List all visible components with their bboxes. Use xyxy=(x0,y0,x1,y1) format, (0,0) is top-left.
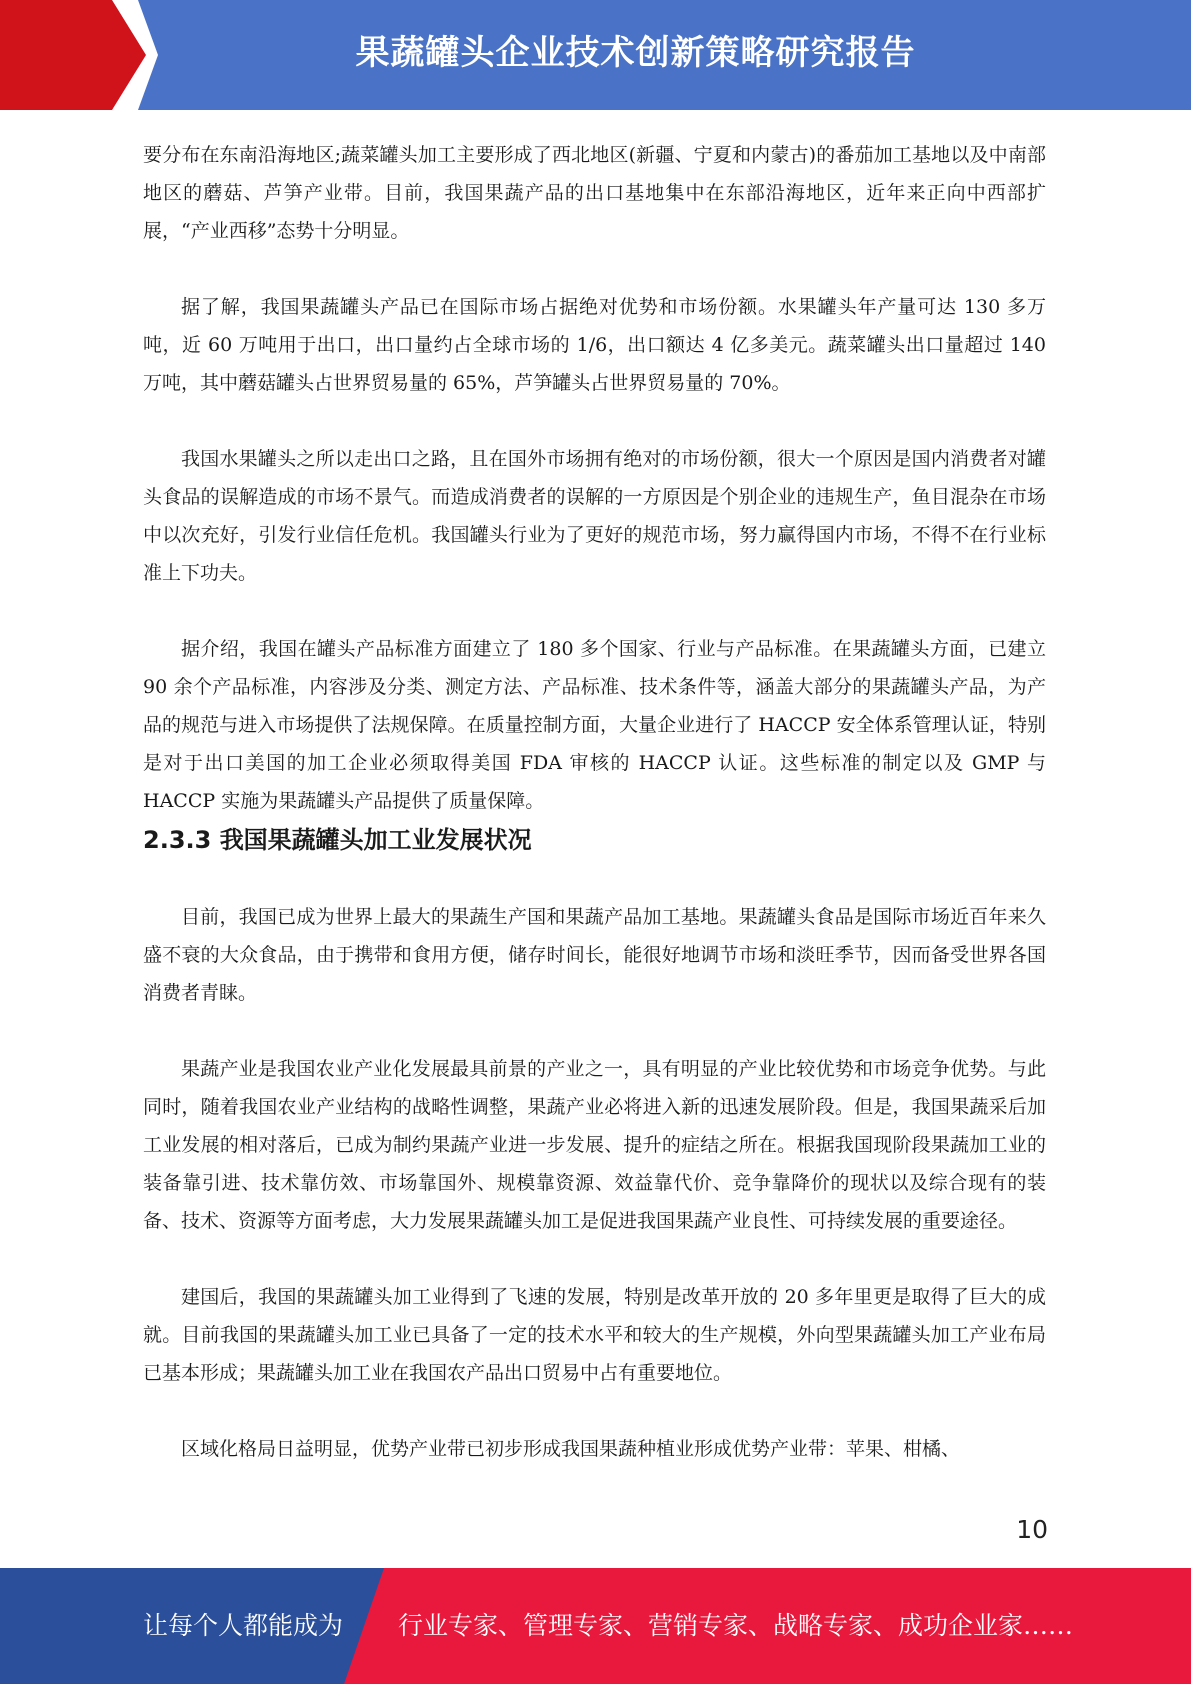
paragraph: 据介绍，我国在罐头产品标准方面建立了 180 多个国家、行业与产品标准。在果蔬罐头方面，已建立 90 余个产品标准，内容涉及分类、测定方法、产品标准、技术条件等，涵盖大部分的果蔬罐头产品，为产品的规范与进入市场提供了法规保障。在质量控制方面，大量企业进行了 HACCP 安全体系管理认证，特别是对于出口美国的加工企业必须取得美国 FDA 审核的 HACCP 认证。这些标准的制定以及 GMP 与 HACCP 实施为果蔬罐头产品提供了质量保障。 xyxy=(143,638,1046,812)
paragraph: 果蔬产业是我国农业产业化发展最具前景的产业之一，具有明显的产业比较优势和市场竞争优势。与此同时，随着我国农业产业结构的战略性调整，果蔬产业必将进入新的迅速发展阶段。但是，我国果蔬采后加工业发展的相对落后，已成为制约果蔬产业进一步发展、提升的症结之所在。根据我国现阶段果蔬加工业的装备靠引进、技术靠仿效、市场靠国外、规模靠资源、效益靠代价、竞争靠降价的现状以及综合现有的装备、技术、资源等方面考虑，大力发展果蔬罐头加工是促进我国果蔬产业良性、可持续发展的重要途径。 xyxy=(143,1058,1046,1232)
header-arrow-icon xyxy=(0,0,160,110)
paragraph: 建国后，我国的果蔬罐头加工业得到了飞速的发展，特别是改革开放的 20 多年里更是取得了巨大的成就。目前我国的果蔬罐头加工业已具备了一定的技术水平和较大的生产规模，外向型果蔬罐头加工产业布局已基本形成；果蔬罐头加工业在我国农产品出口贸易中占有重要地位。 xyxy=(143,1286,1046,1384)
paragraph: 要分布在东南沿海地区;蔬菜罐头加工主要形成了西北地区(新疆、宁夏和内蒙古)的番茄加工基地以及中南部地区的蘑菇、芦笋产业带。目前，我国果蔬产品的出口基地集中在东部沿海地区，近年来正向中西部扩展，“产业西移”态势十分明显。 xyxy=(143,144,1046,242)
page-footer xyxy=(0,1568,1191,1684)
footer-slogan-left: 让每个人都能成为 xyxy=(143,1611,344,1640)
document-body xyxy=(143,136,1046,1468)
paragraph: 我国水果罐头之所以走出口之路，且在国外市场拥有绝对的市场份额，很大一个原因是国内消费者对罐头食品的误解造成的市场不景气。而造成消费者的误解的一方原因是个别企业的违规生产，鱼目混杂在市场中以次充好，引发行业信任危机。我国罐头行业为了更好的规范市场，努力赢得国内市场，不得不在行业标准上下功夫。 xyxy=(143,448,1046,584)
paragraph: 区域化格局日益明显，优势产业带已初步形成我国果蔬种植业形成优势产业带：苹果、柑橘、 xyxy=(181,1438,961,1460)
footer-slogan-right: 行业专家、管理专家、营销专家、战略专家、成功企业家…… xyxy=(398,1611,1074,1640)
paragraph: 据了解，我国果蔬罐头产品已在国际市场占据绝对优势和市场份额。水果罐头年产量可达 130 多万吨，近 60 万吨用于出口，出口量约占全球市场的 1/6，出口额达 4 亿多美元。蔬菜罐头出口量超过 140 万吨，其中蘑菇罐头占世界贸易量的 65%，芦笋罐头占世界贸易量的 70%。 xyxy=(143,296,1046,394)
paragraph: 目前，我国已成为世界上最大的果蔬生产国和果蔬产品加工基地。果蔬罐头食品是国际市场近百年来久盛不衰的大众食品，由于携带和食用方便，储存时间长，能很好地调节市场和淡旺季节，因而备受世界各国消费者青睐。 xyxy=(143,906,1046,1004)
report-title: 果蔬罐头企业技术创新策略研究报告 xyxy=(355,33,916,73)
page-header xyxy=(0,0,1191,110)
section-heading: 2.3.3 我国果蔬罐头加工业发展状况 xyxy=(143,826,532,854)
page-number: 10 xyxy=(1016,1515,1048,1544)
